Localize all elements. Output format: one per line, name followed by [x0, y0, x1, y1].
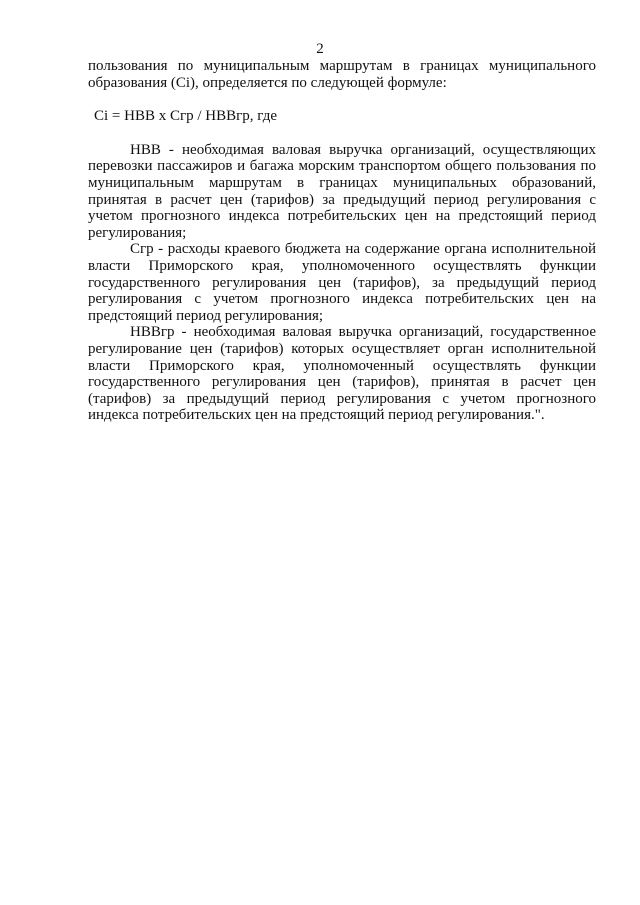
intro-paragraph: пользования по муниципальным маршрутам в границах муниципального образования (Ci), определяется по следующей формуле:	[88, 58, 596, 91]
definition-sgr: Сгр - расходы краевого бюджета на содержание органа исполнительной власти Приморского края, уполномоченного осуществлять функции государственного регулирования цен (тарифов), за предыдущий период регулирования с учетом прогнозного индекса потребительских цен на предстоящий период регулирования;	[88, 241, 596, 324]
definition-nvv: НВВ - необходимая валовая выручка организаций, осуществляющих перевозки пассажиров и багажа морским транспортом общего пользования по муниципальным маршрутам в границах муниципальных образований, принятая в расчет цен (тарифов) за предыдущий период регулирования с учетом прогнозного индекса потребительских цен на предстоящий период регулирования;	[88, 141, 596, 241]
definition-nvvgr: НВВгр - необходимая валовая выручка организаций, государственное регулирование цен (тарифов) которых осуществляет орган исполнительной власти Приморского края, уполномоченный осуществлять функции государственного регулирования цен (тарифов), принятая в расчет цен (тарифов) за предыдущий период регулирования с учетом прогнозного индекса потребительских цен на предстоящий период регулирования.".	[88, 324, 596, 424]
document-body	[88, 58, 596, 424]
formula-line: Ci = НВВ x Сгр / НВВгр, где	[94, 108, 277, 125]
page-number: 2	[316, 41, 324, 57]
